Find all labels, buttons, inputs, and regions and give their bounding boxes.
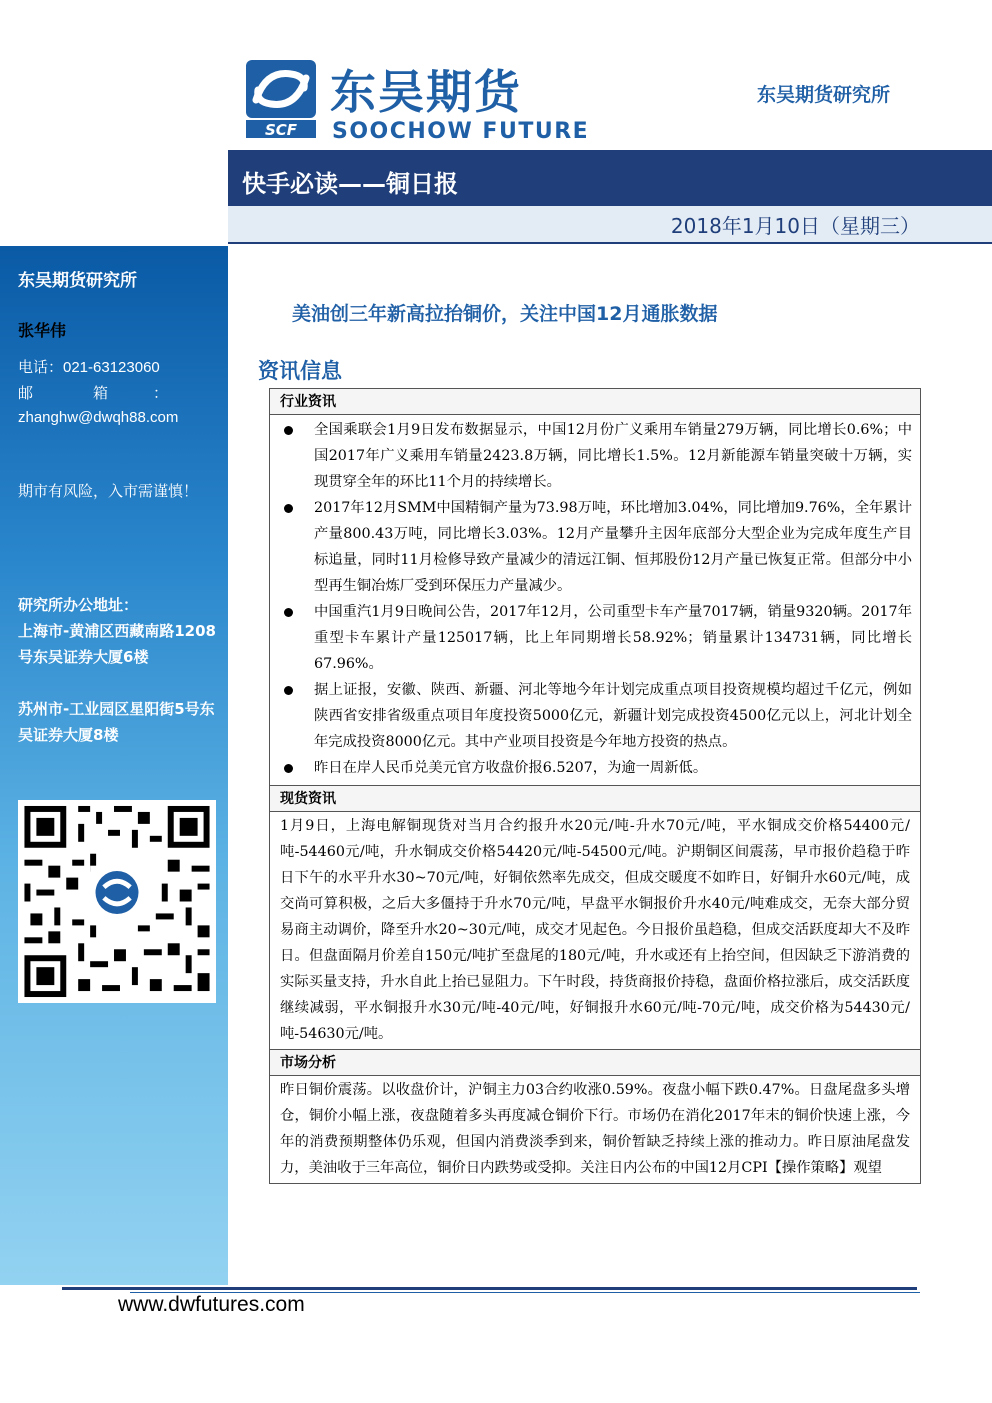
logo-text-cn: 东吴期货	[330, 65, 522, 119]
qr-code-icon	[18, 800, 216, 1003]
qr-code	[18, 800, 216, 1003]
footer-divider	[62, 1287, 917, 1290]
content-table	[269, 388, 921, 1184]
section-title: 资讯信息	[258, 359, 342, 383]
headline: 美油创三年新高拉抬铜价，关注中国12月通胀数据	[292, 303, 718, 325]
email-label: 邮 箱 ：	[18, 385, 169, 402]
company-logo	[246, 60, 586, 142]
bullet-icon	[284, 764, 293, 773]
market-body	[270, 1076, 920, 1183]
bullet-icon	[284, 504, 293, 513]
risk-warning: 期市有风险，入市需谨慎！	[18, 482, 199, 500]
industry-heading: 行业资讯	[270, 389, 920, 415]
industry-body	[270, 415, 920, 786]
bullet-icon	[284, 608, 293, 617]
phone-line: 电话：021-63123060	[18, 359, 160, 376]
market-text: 昨日铜价震荡。以收盘价计，沪铜主力03合约收涨0.59%。夜盘小幅下跌0.47%。日盘尾盘多头增仓，铜价小幅上涨，夜盘随着多头再度减仓铜价下行。市场仍在消化2017年末的铜价快速上涨，今年的消费预期整体仍乐观，但国内消费淡季到来，铜价暂缺乏持续上涨的推动力。昨日原油尾盘发力，美油收于三年高位，铜价日内跌势或受抑。关注日内公布的中国12月CPI【操作策略】观望	[280, 1082, 910, 1176]
address-suzhou: 苏州市-工业园区星阳街5号东吴证券大厦8楼	[18, 700, 215, 744]
list-item: 2017年12月SMM中国精铜产量为73.98万吨，环比增加3.04%，同比增加9.76%，全年累计产量800.43万吨，同比增长3.03%。12月产量攀升主因年底部分大型企业为完成年度生产目标追量，同时11月检修导致产量减少的清远江铜、恒邦股份12月产量已恢复正常。但部分中小型再生铜冶炼厂受到环保压力产量减少。	[278, 495, 912, 599]
market-heading: 市场分析	[270, 1050, 920, 1076]
research-institute-label: 东吴期货研究所	[757, 84, 891, 106]
logo-mark-icon	[246, 60, 316, 139]
website-link[interactable]: www.dwfutures.com	[118, 1293, 305, 1316]
list-item: 全国乘联会1月9日发布数据显示，中国12月份广义乘用车销量279万辆，同比增长0.6%；中国2017年广义乘用车销量2423.8万辆，同比增长1.5%。12月新能源车销量突破十万辆，实现贯穿全年的环比11个月的持续增长。	[278, 417, 912, 495]
list-item: 中国重汽1月9日晚间公告，2017年12月，公司重型卡车产量7017辆，销量9320辆。2017年重型卡车累计产量125017辆，比上年同期增长58.92%；销量累计134731辆，同比增长67.96%。	[278, 599, 912, 677]
report-title: 快手必读——铜日报	[242, 170, 458, 198]
spot-body	[270, 812, 920, 1050]
spot-heading: 现货资讯	[270, 786, 920, 812]
author-name: 张华伟	[18, 321, 67, 340]
address-shanghai: 上海市-黄浦区西藏南路1208号东吴证券大厦6楼	[18, 622, 216, 666]
report-date: 2018年1月10日（星期三）	[670, 214, 920, 238]
sidebar-title: 东吴期货研究所	[18, 271, 137, 291]
spot-text: 1月9日，上海电解铜现货对当月合约报升水20元/吨-升水70元/吨，平水铜成交价格54400元/吨-54460元/吨，升水铜成交价格54420元/吨-54500元/吨。沪期铜区间震荡，早市报价趋稳于昨日下午的水平升水30~70元/吨，好铜依然率先成交，但成交暖度不如昨日，好铜升水60元/吨，成交尚可算积极，之后大多僵持于升水70元/吨，早盘平水铜报价升水40元/吨难成交，无奈大部分贸易商主动调价，降至升水20~30元/吨，成交才见起色。今日报价虽趋稳，但成交活跃度却大不及昨日。但盘面隔月价差自150元/吨扩至盘尾的180元/吨，升水或还有上抬空间，但因缺乏下游消费的实际买量支持，升水自此上抬已显阻力。下午时段，持货商报价持稳，盘面价格拉涨后，成交活跃度继续减弱，平水铜报升水30元/吨-40元/吨，好铜报升水60元/吨-70元/吨，成交价格为54430元/吨-54630元/吨。	[280, 818, 910, 1042]
bullet-icon	[284, 426, 293, 435]
svg-text:SCF: SCF	[264, 121, 298, 139]
address-label: 研究所办公地址：	[18, 596, 139, 614]
logo-text-en: SOOCHOW FUTURES	[332, 119, 586, 142]
email-address[interactable]: zhanghw@dwqh88.com	[18, 409, 179, 426]
bullet-icon	[284, 686, 293, 695]
list-item: 据上证报，安徽、陕西、新疆、河北等地今年计划完成重点项目投资规模均超过千亿元，例如陕西省安排省级重点项目年度投资5000亿元，新疆计划完成投资4500亿元以上，河北计划全年完成投资8000亿元。其中产业项目投资是今年地方投资的热点。	[278, 677, 912, 755]
list-item: 昨日在岸人民币兑美元官方收盘价报6.5207，为逾一周新低。	[278, 755, 912, 781]
